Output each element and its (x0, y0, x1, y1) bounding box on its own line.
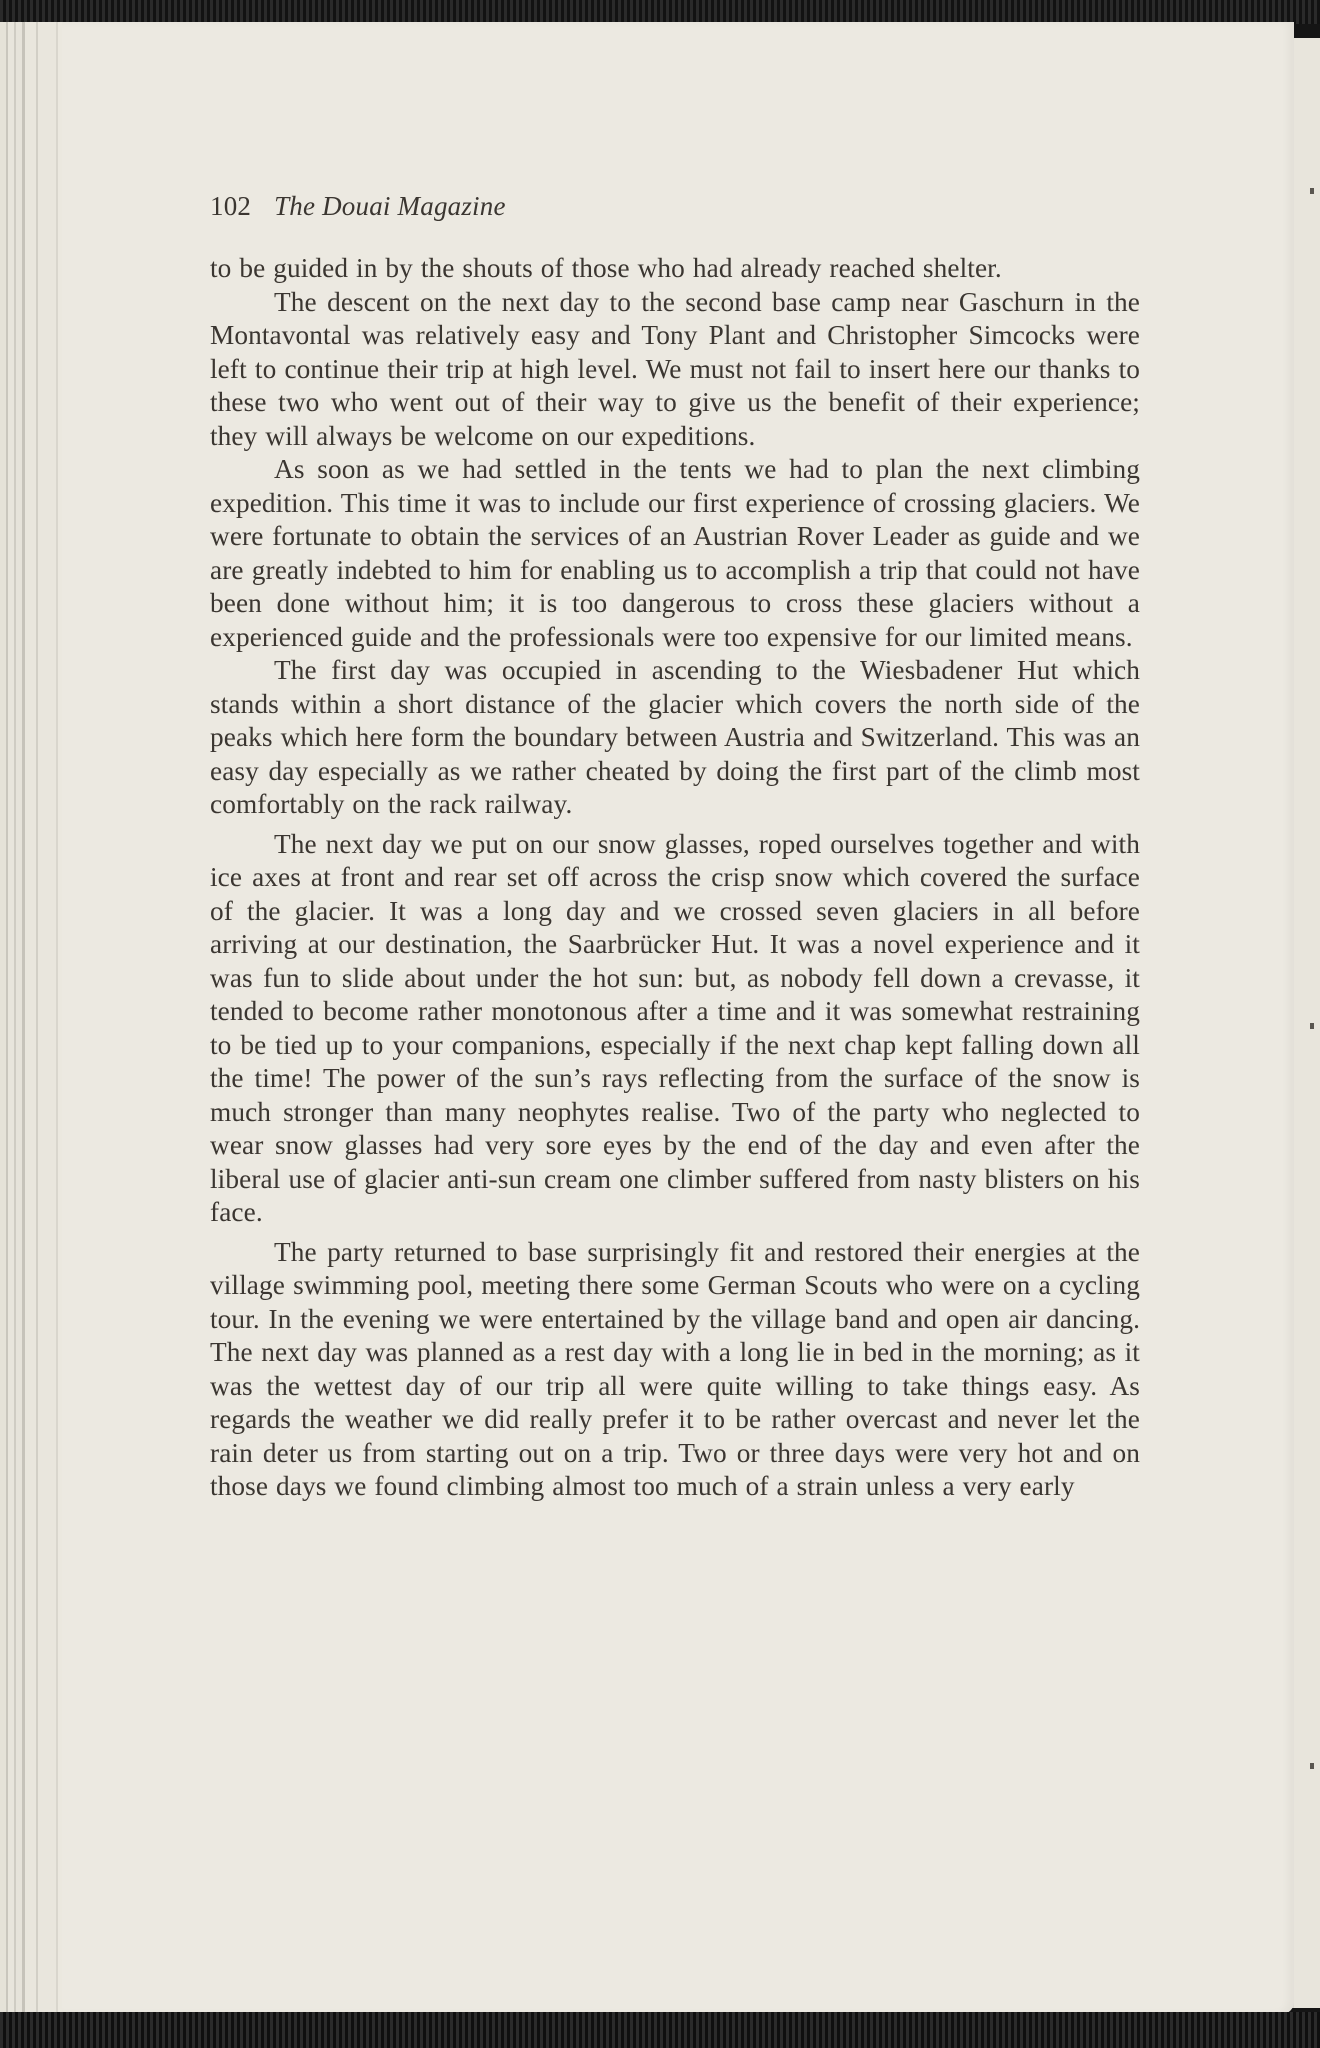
edge-mark (1310, 188, 1314, 194)
running-head (210, 186, 1140, 226)
book-cover-bottom-edge (0, 2012, 1320, 2048)
paragraph-descent: The descent on the next day to the second base camp near Gaschurn in the Montavontal was relatively easy and Tony Plant and Christopher Simcocks were left to continue their trip at high level. We must not fail to insert here our thanks to these two who went out of their way to give us the benefit of their experience; they will always be welcome on our expeditions. (210, 286, 1140, 451)
page-number: 102 (210, 191, 252, 221)
edge-mark (1310, 1023, 1314, 1029)
book-cover-top-edge (0, 0, 1320, 24)
paragraph-glaciers: The next day we put on our snow glasses, roped ourselves together and with ice axes at front and rear set off across the crisp snow which covered the surface of the glacier. It was a long day and we crossed seven glaciers in all before arriving at our destination, the Saarbrücker Hut. It was a novel experience and it was fun to slide about under the hot sun: but, as nobody fell down a crevasse, it tended to become rather monotonous after a time and it was somewhat restraining to be tied up to your companions, especially if the next chap kept falling down all the time! The power of the sun’s rays reflecting from the surface of the snow is much stronger than many neophytes realise. Two of the party who neglected to wear snow glasses had very sore eyes by the end of the day and even after the liberal use of glacier anti-sun cream one climber suffered from nasty blisters on his face. (210, 828, 1140, 1227)
paragraph-continuation: to be guided in by the shouts of those who had already reached shelter. (210, 253, 1002, 283)
page-content (210, 186, 1140, 1504)
running-title: The Douai Magazine (274, 191, 506, 221)
paragraph-return-to-base: The party returned to base surprisingly fit and restored their energies at the village swimming pool, meeting there some German Scouts who were on a cycling tour. In the evening we were entertained by the village band and open air dancing. The next day was planned as a rest day with a long lie in bed in the morning; as it was the wettest day of our trip all were quite willing to take things easy. As regards the weather we did really prefer it to be rather overcast and never let the rain deter us from starting out on a trip. Two or three days were very hot and on those days we found climbing almost too much of a strain unless a very early (210, 1236, 1140, 1501)
paragraph-planning: As soon as we had settled in the tents we had to plan the next climbing expedition. This time it was to include our first experience of crossing glaciers. We were fortunate to obtain the services of an Austrian Rover Leader as guide and we are greatly indebted to him for enabling us to accomplish a trip that could not have been done without him; it is too dangerous to cross these glaciers without a experienced guide and the professionals were too expensive for our limited means. (210, 454, 1140, 652)
next-page-edge (1292, 38, 1320, 2008)
page-stack-edges (0, 22, 70, 2012)
edge-mark (1310, 1763, 1314, 1769)
paragraph-first-day: The first day was occupied in ascending to the Wiesbadener Hut which stands within a short distance of the glacier which covers the north side of the peaks which here form the boundary between Austria and Switzerland. This was an easy day especially as we rather cheated by doing the first part of the climb most comfortably on the rack railway. (210, 655, 1140, 819)
